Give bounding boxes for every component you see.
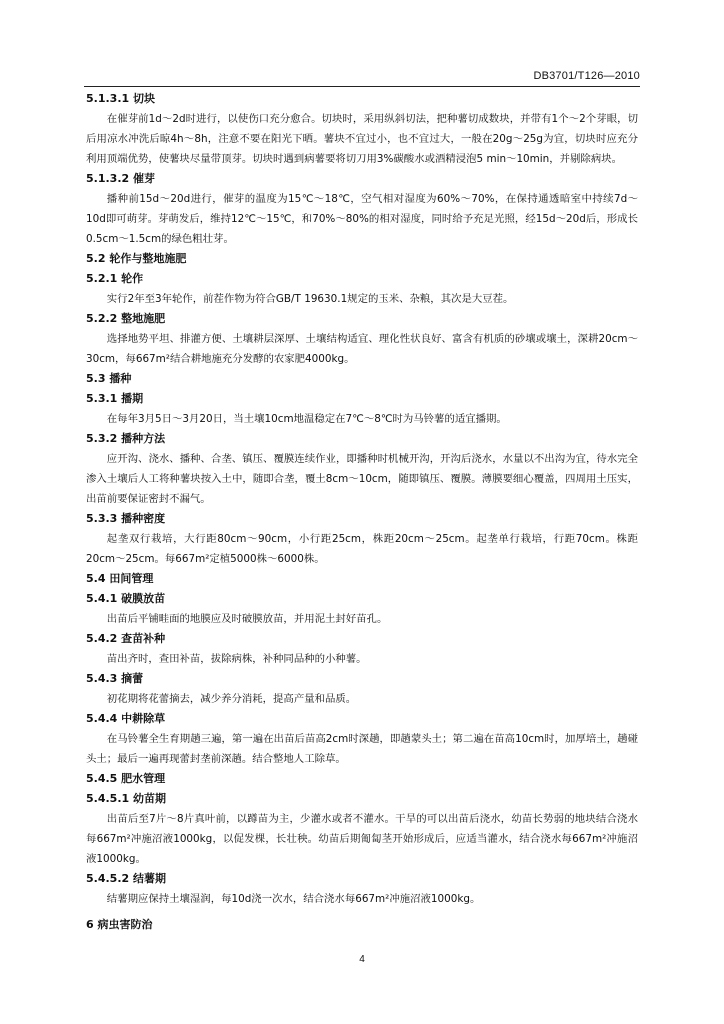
body-paragraph: 播种前15d～20d进行，催芽的温度为15℃～18℃，空气相对湿度为60%～70%，在保持通透暗室中持续7d～10d即可萌芽。芽萌发后，维持12℃～15℃，和70%～80%的相对湿度，同时给予充足光照，经15d～20d后，形成长0.5cm～1.5cm的绿色粗壮芽。	[86, 193, 638, 245]
section-heading: 5.4.5 肥水管理	[86, 772, 166, 785]
body-paragraph: 出苗后平铺畦面的地膜应及时破膜放苗，并用泥土封好苗孔。	[106, 613, 388, 625]
section-heading: 5.2 轮作与整地施肥	[86, 252, 187, 265]
section-heading: 5.4.5.2 结薯期	[86, 872, 166, 885]
section-heading: 6 病虫害防治	[86, 918, 153, 931]
body-paragraph: 出苗后至7片～8片真叶前，以蹲苗为主，少灌水或者不灌水。干旱的可以出苗后浇水，幼苗长势弱的地块结合浇水每667m²冲施沼液1000kg，以促发棵，长壮秧。幼苗后期匍匐茎开始形成后，应适当灌水，结合浇水每667m²冲施沼液1000kg。	[86, 813, 638, 865]
body-paragraph: 选择地势平坦、排灌方便、土壤耕层深厚、土壤结构适宜、理化性状良好、富含有机质的砂壤或壤土，深耕20cm～30cm，每667m²结合耕地施充分发酵的农家肥4000kg。	[86, 333, 638, 365]
body-paragraph: 实行2年至3年轮作，前茬作物为符合GB/T 19630.1规定的玉米、杂粮，其次是大豆茬。	[106, 293, 514, 305]
body-paragraph: 在催芽前1d～2d时进行，以使伤口充分愈合。切块时，采用纵斜切法，把种薯切成数块，并带有1个～2个芽眼，切后用凉水冲洗后晾4h～8h，注意不要在阳光下晒。薯块不宜过小，也不宜过大，一般在20g～25g为宜，切块时应充分利用顶端优势，使薯块尽量带顶芽。切块时遇到病薯要将切刀用3%碳酸水或酒精浸泡5 min～10min，并剔除病块。	[86, 113, 638, 165]
section-heading: 5.4 田间管理	[86, 572, 154, 585]
body-paragraph: 起垄双行栽培，大行距80cm～90cm，小行距25cm，株距20cm～25cm。起垄单行栽培，行距70cm。株距20cm～25cm。每667m²定植5000株～6000株。	[86, 533, 638, 565]
section-heading: 5.1.3.2 催芽	[86, 172, 155, 185]
section-heading: 5.3.2 播种方法	[86, 432, 166, 445]
section-heading: 5.3.3 播种密度	[86, 512, 166, 525]
section-heading: 5.4.3 摘蕾	[86, 672, 144, 685]
section-heading: 5.4.5.1 幼苗期	[86, 792, 166, 805]
body-paragraph: 在马铃薯全生育期趟三遍，第一遍在出苗后苗高2cm时深趟，即趟蒙头土；第二遍在苗高10cm时，加厚培土，趟碰头土；最后一遍再现蕾封垄前深趟。结合整地人工除草。	[86, 733, 638, 765]
body-paragraph: 结薯期应保持土壤湿润，每10d浇一次水，结合浇水每667m²冲施沼液1000kg。	[106, 893, 481, 905]
section-heading: 5.2.2 整地施肥	[86, 312, 166, 325]
body-paragraph: 初花期将花蕾摘去，减少养分消耗，提高产量和品质。	[106, 693, 357, 705]
header-rule	[84, 86, 640, 87]
document-body	[86, 89, 638, 935]
section-heading: 5.2.1 轮作	[86, 272, 144, 285]
body-paragraph: 苗出齐时，查田补苗，拔除病株，补种同品种的小种薯。	[106, 653, 367, 665]
section-heading: 5.3.1 播期	[86, 392, 144, 405]
standard-code-header: DB3701/T126—2010	[533, 70, 640, 82]
section-heading: 5.1.3.1 切块	[86, 92, 155, 105]
page-number: 4	[359, 954, 365, 965]
body-paragraph: 在每年3月5日～3月20日，当土壤10cm地温稳定在7℃～8℃时为马铃薯的适宜播期。	[106, 413, 507, 425]
section-heading: 5.4.2 查苗补种	[86, 632, 166, 645]
section-heading: 5.4.4 中耕除草	[86, 712, 166, 725]
section-heading: 5.3 播种	[86, 372, 132, 385]
section-heading: 5.4.1 破膜放苗	[86, 592, 166, 605]
body-paragraph: 应开沟、浇水、播种、合垄、镇压、覆膜连续作业，即播种时机械开沟，开沟后浇水，水量以不出沟为宜，待水完全渗入土壤后人工将种薯块按入土中，随即合垄，覆土8cm～10cm，随即镇压、覆膜。薄膜要细心覆盖，四周用土压实，出苗前要保证密封不漏气。	[86, 453, 638, 505]
